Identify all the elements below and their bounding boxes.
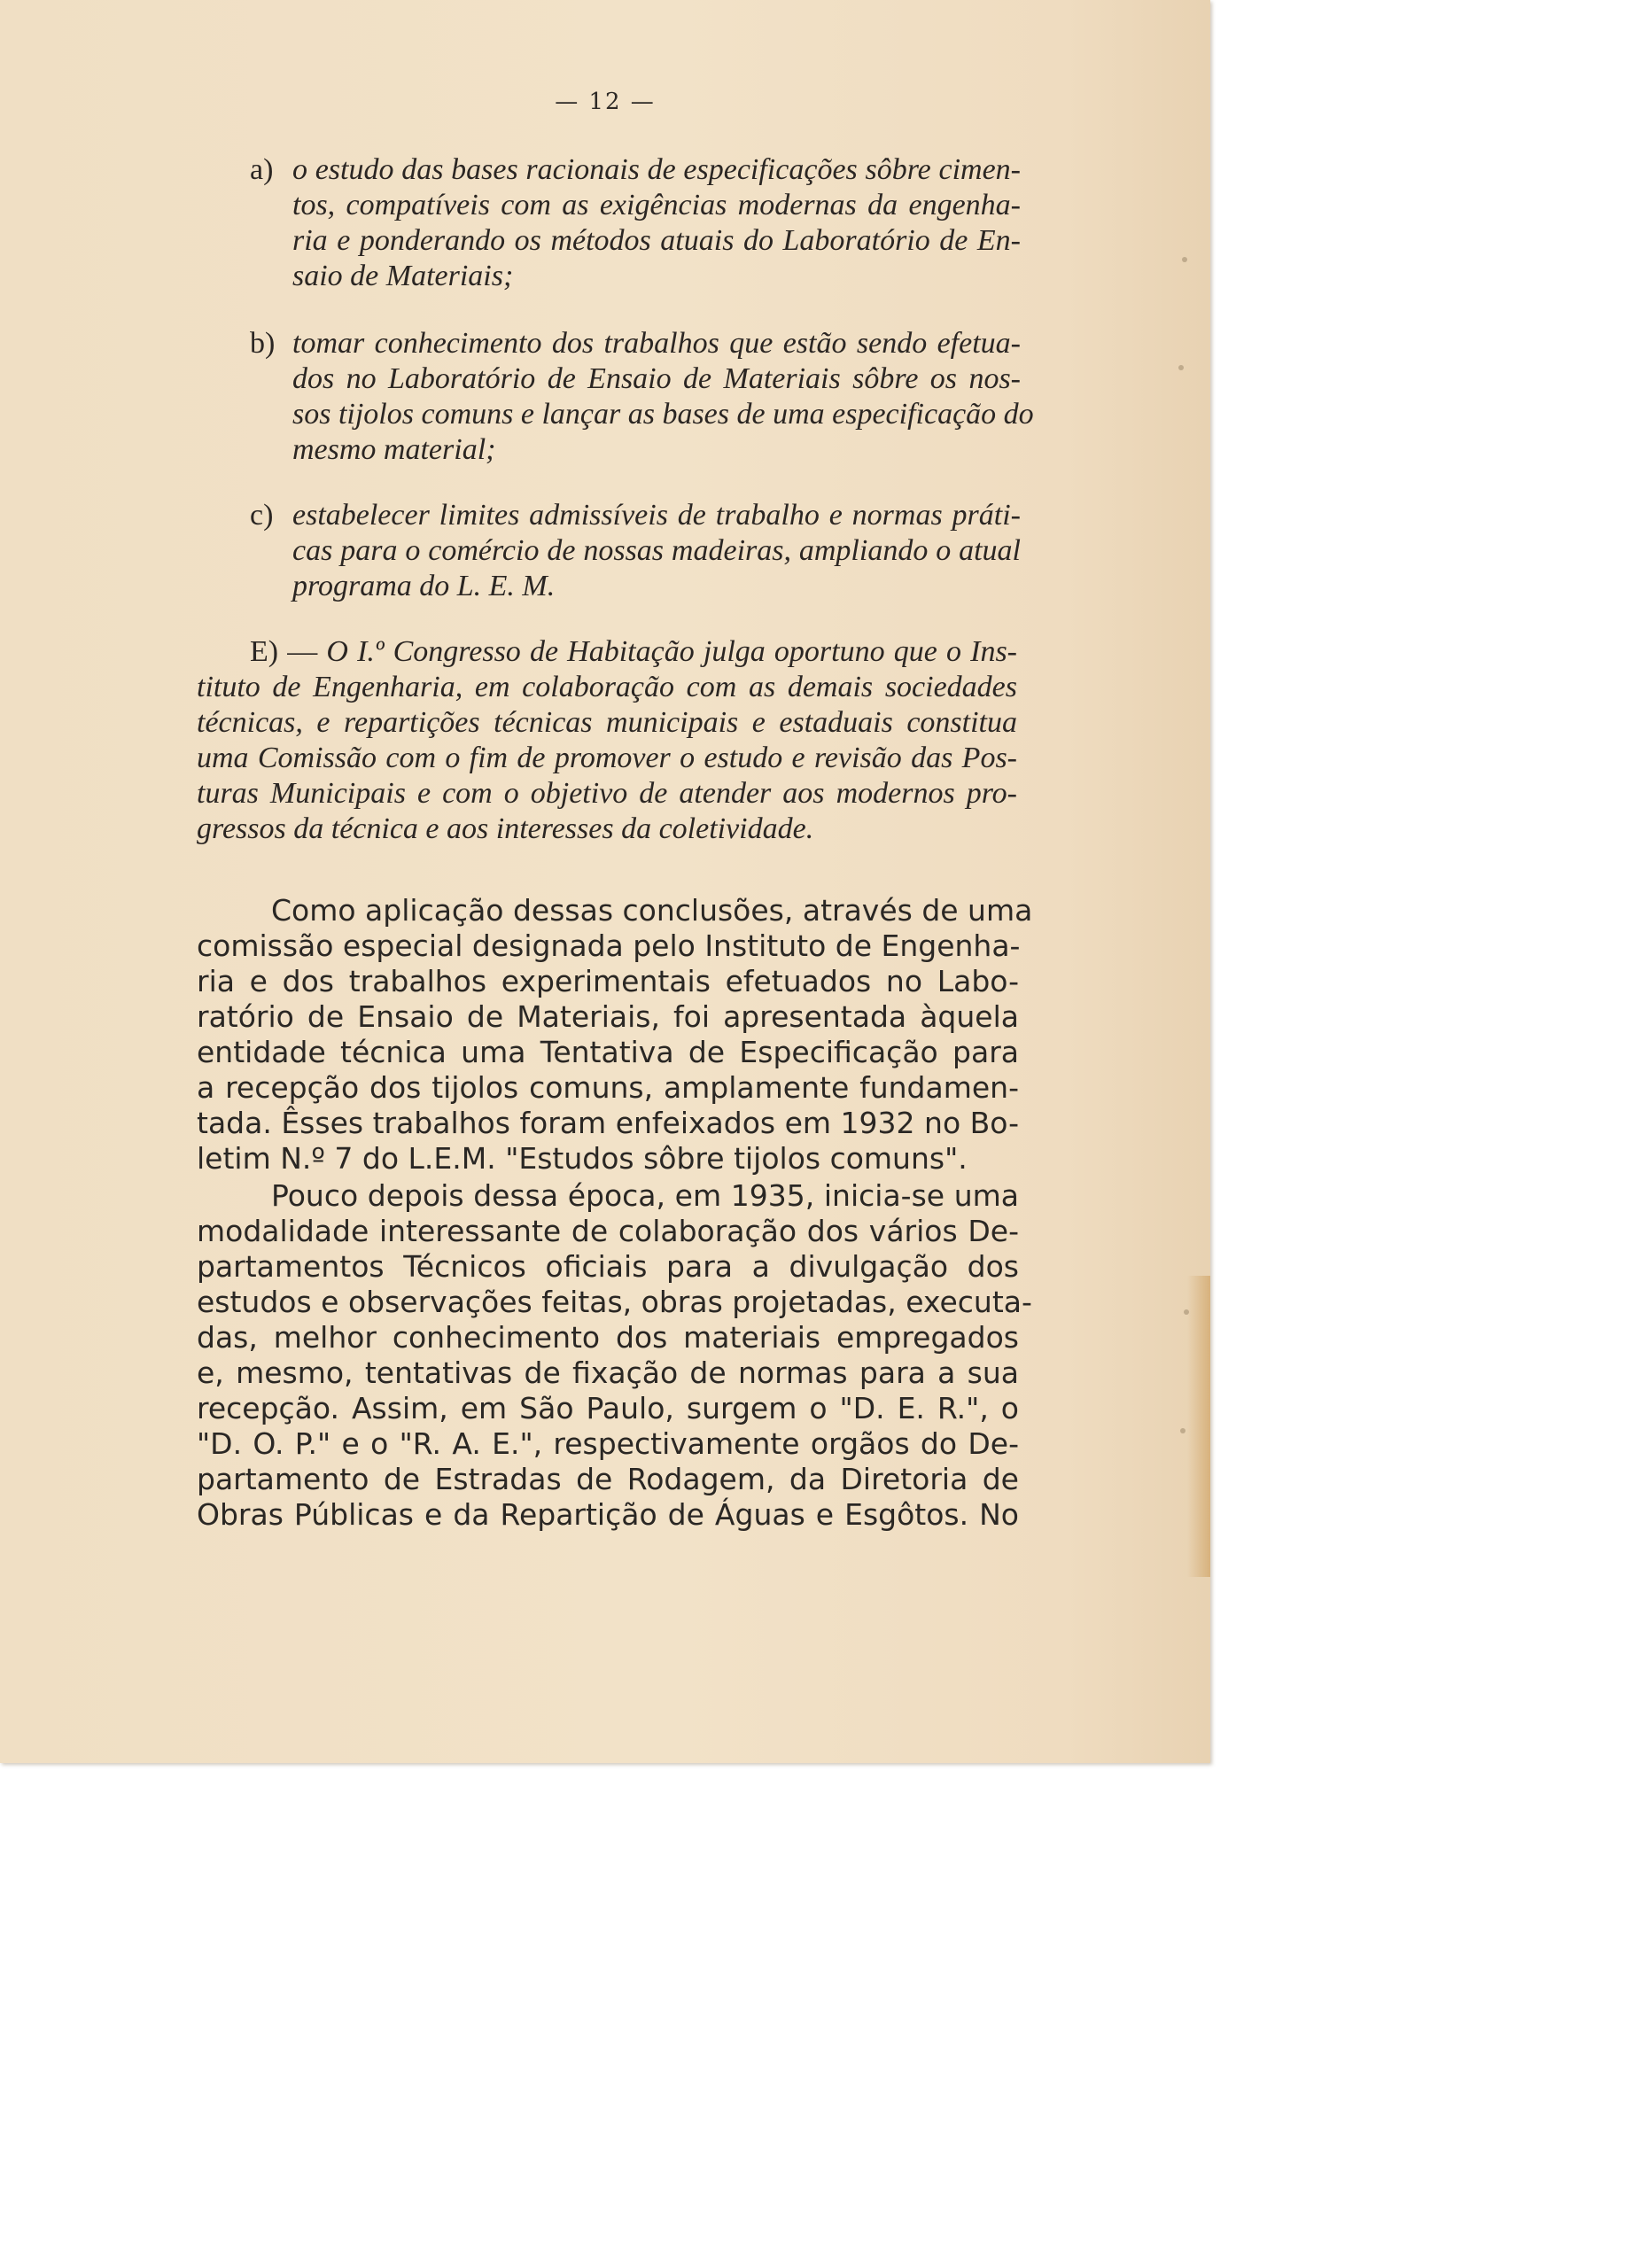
page-edge-stain [1187,1276,1210,1577]
item-text [292,498,1021,604]
body-line: comissão especial designada pelo Instituto de Engenha- [197,928,1021,963]
body-line: entidade técnica uma Tentativa de Especificação para [197,1035,1019,1069]
body-line: "D. O. P." e o "R. A. E.", respectivamente orgãos do De- [197,1426,1019,1461]
paper-speck [1182,257,1187,262]
body-paragraph-2 [197,1178,1032,1533]
item-text [292,152,1021,294]
item-letter: b) [250,327,276,360]
item-line: mesmo material; [292,433,496,466]
item-line: estabelecer limites admissíveis de trabalho e normas práti- [292,499,1021,532]
paragraph-e-line: uma Comissão com o fim de promover o estudo e revisão das Pos- [197,742,1017,774]
item-line: dos no Laboratório de Ensaio de Materiais sôbre os nos- [292,362,1021,395]
body-line: a recepção dos tijolos comuns, amplamente fundamen- [197,1070,1019,1105]
body-line: ria e dos trabalhos experimentais efetuados no Labo- [197,964,1019,998]
body-line: estudos e observações feitas, obras projetadas, executa- [197,1285,1032,1319]
body-line: letim N.º 7 do L.E.M. "Estudos sôbre tijolos comuns". [197,1141,968,1176]
item-line: ria e ponderando os métodos atuais do Laboratório de En- [292,224,1021,257]
paragraph-e-line [197,634,1017,670]
item-line: tomar conhecimento dos trabalhos que estão sendo efetua- [292,327,1021,360]
body-line: Pouco depois dessa época, em 1935, inicia-se uma [271,1178,1019,1213]
item-letter: a) [250,153,274,186]
body-line: tada. Êsses trabalhos foram enfeixados em 1932 no Bo- [197,1106,1019,1140]
paragraph-e-line: turas Municipais e com o objetivo de atender aos modernos pro- [197,777,1017,810]
paragraph-e-line: técnicas, e repartições técnicas municipais e estaduais constitua [197,706,1017,739]
paragraph-e-lead: E) — [250,635,327,668]
body-line: das, melhor conhecimento dos materiais empregados [197,1320,1019,1355]
item-letter: c) [250,499,274,532]
item-line: tos, compatíveis com as exigências modernas da engenha- [292,189,1021,221]
body-line: recepção. Assim, em São Paulo, surgem o "D. E. R.", o [197,1391,1019,1425]
body-line: e, mesmo, tentativas de fixação de normas para a sua [197,1355,1019,1390]
paragraph-e-line: tituto de Engenharia, em colaboração com as demais sociedades [197,671,1017,703]
item-line: sos tijolos comuns e lançar as bases de uma especificação do [292,398,1034,431]
item-line: saio de Materiais; [292,260,514,292]
body-line: ratório de Ensaio de Materiais, foi apresentada àquela [197,999,1019,1034]
item-line: programa do L. E. M. [292,570,556,602]
page-number: — 12 — [555,89,656,115]
body-line: Obras Públicas e da Repartição de Águas e Esgôtos. No [197,1497,1019,1532]
paragraph-e-text: O I.º Congresso de Habitação julga oportuno que o Ins- [326,635,1017,668]
body-paragraph-1 [197,893,1033,1177]
body-line: Como aplicação dessas conclusões, através de uma [271,893,1033,928]
item-line: o estudo das bases racionais de especificações sôbre cimen- [292,153,1021,186]
item-line: cas para o comércio de nossas madeiras, ampliando o atual [292,534,1021,567]
paragraph-e-line: gressos da técnica e aos interesses da coletividade. [197,812,814,845]
paper-speck [1178,365,1184,370]
item-text [292,326,1034,468]
body-line: partamento de Estradas de Rodagem, da Diretoria de [197,1462,1019,1496]
paper-speck [1180,1428,1185,1433]
paragraph-e [197,634,1017,847]
body-line: modalidade interessante de colaboração dos vários De- [197,1214,1019,1248]
paper-speck [1184,1309,1189,1315]
body-line: partamentos Técnicos oficiais para a divulgação dos [197,1249,1019,1284]
